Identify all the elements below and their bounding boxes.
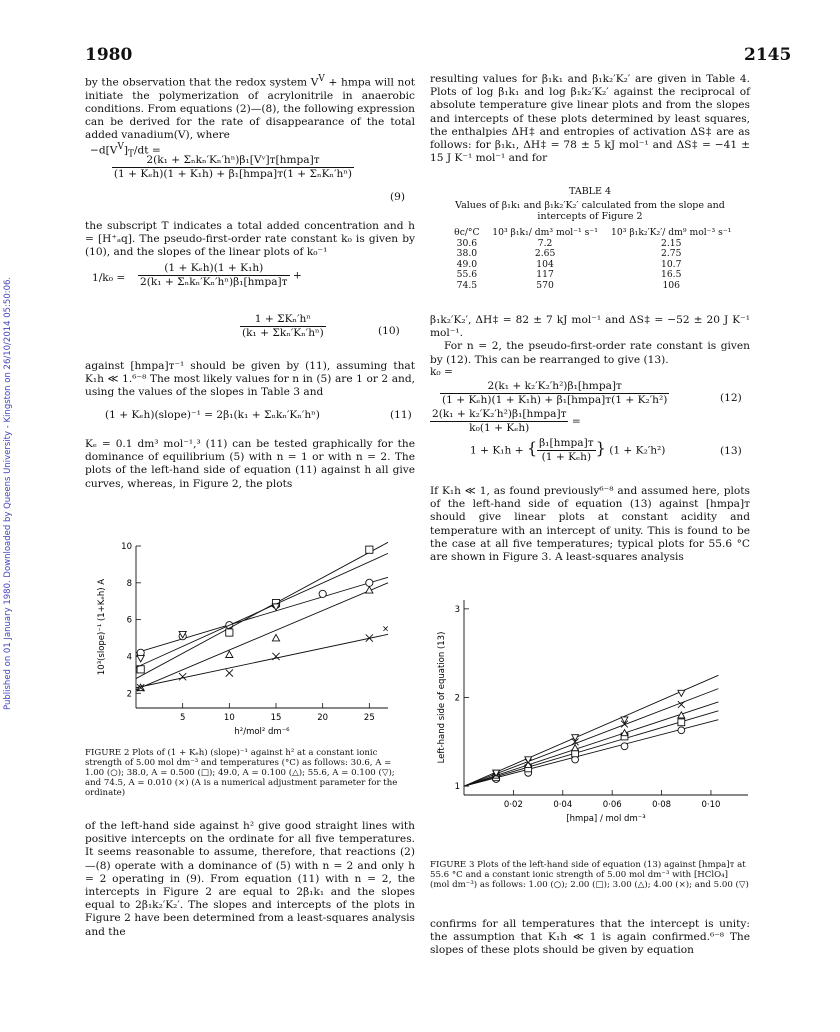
y-axis-label: 10³(slope)⁻¹ (1+Kₑh) A [97,578,107,676]
equation-11: (1 + Kₑh)(slope)⁻¹ = 2β₁(k₁ + Σₙkₙ′Kₙ′hⁿ) [105,409,320,421]
data-point [678,727,685,734]
y-tick-label: 6 [126,615,132,626]
series-circle [464,720,718,786]
paragraph: If K₁h ≪ 1, as found previously⁶⁻⁸ and assumed here, plots of the left-hand side of equation (13) against [hmpa]ᴛ should give linear plots at constant acidity and temperature with an intercept of unity. This is found to be the case at all five temperatures; typical plots for 55.6 °C are shown in Figure 3. A least-squares analysis [430,485,750,564]
x-tick-label: 15 [270,713,282,723]
left-column-p3 [85,360,415,400]
paragraph: resulting values for β₁k₁ and β₁k₂′K₂′ are given in Table 4. Plots of log β₁k₁ and log β₁k₂′K₂′ against the reciprocal of absolute temperature give linear plots and from the slopes and intercepts of these plots determined by least squares, the enthalpies ΔH‡ and entropies of activation ΔS‡ are as follows: for β₁k₁, ΔH‡ = 78 ± 5 kJ mol⁻¹ and ΔS‡ = −41 ± 15 J K⁻¹ mol⁻¹ and for [430,73,750,165]
left-column [85,73,415,143]
table-row: 55.6 117 16.5 [456,269,682,280]
table-4-caption: Values of β₁k₁ and β₁k₂′K₂′ calculated from the slope and intercepts of Figure 2 [455,200,725,222]
table-4 [448,228,738,291]
equation-number: (11) [390,409,412,421]
y-tick-label: 8 [126,578,132,589]
equation-12-lhs: k₀ = [430,366,453,378]
eq9-denominator: (1 + Kₑh)(1 + K₁h) + β₁[hmpa]ᴛ(1 + ΣₙKₙ′hⁿ) [113,168,353,180]
series-end-label: × [382,624,390,635]
left-column-p2 [85,220,415,260]
x-tick-label: 10 [223,713,235,723]
series-x [464,689,718,787]
equation-number: (9) [390,191,406,203]
fit-line [136,634,388,687]
right-column-p4 [430,485,750,564]
table-header: 10³ β₁k₁/ dm³ mol⁻¹ s⁻¹ [492,227,598,238]
table-header: θc/°C [454,227,480,238]
x-axis-label: h²/mol² dm⁻⁶ [234,727,290,737]
table-header-row [448,228,738,239]
data-point [366,579,373,586]
right-column-p5 [430,918,750,958]
equation-number: (10) [378,325,400,337]
equation-number: (12) [720,392,742,404]
x-tick-label: 20 [317,713,329,723]
data-point [226,651,233,657]
equation-9 [88,154,378,181]
paragraph: against [hmpa]ᴛ⁻¹ should be given by (11), assuming that K₁h ≪ 1.⁶⁻⁸ The most likely values for n in (5) are 1 or 2 and, using the values of the slopes in Table 3 and [85,360,415,399]
fit-line [136,577,388,652]
table-4-title: TABLE 4 [569,186,611,197]
table-row: 49.0 104 10.7 [456,258,682,270]
x-tick-label: 0·08 [652,800,672,810]
series-triangle [464,702,718,786]
data-point [319,590,326,597]
y-tick-label: 2 [454,693,460,704]
x-tick-label: 0·06 [602,800,622,810]
data-point [621,743,628,750]
figure-3-chart [430,590,760,825]
paragraph: confirms for all temperatures that the intercept is unity: the assumption that K₁h ≪ 1 is again confirmed.⁶⁻⁸ The slopes of these plots should be given by equation [430,918,750,957]
data-point [226,629,233,636]
page-number: 2145 [744,45,792,65]
data-point [179,673,186,680]
data-point [272,634,279,640]
x-axis-label: [hmpa] / mol dm⁻³ [566,814,646,824]
series-tri-down [136,553,388,667]
equation-10-lhs: 1/k₀ = [92,272,126,284]
y-tick-label: 3 [454,604,460,615]
x-tick-label: 25 [363,713,375,723]
series-square [464,711,718,786]
equation-13-rhs: 1 + K₁h + { $\frac{\text{β₁[hmpa]ᴛ}}{\text{(1 + Kₑh)}}$ } (1 + K₂′h²) [470,437,666,463]
x-tick-label: 5 [179,713,186,723]
equation-10-term1: $\frac{\text{(1 + Kₑh)(1 + K₁h)}}{\text{2(k₁ + Σₙkₙ′Kₙ′hⁿ)β₁[hmpa]ᴛ}}$ + [140,262,302,288]
data-point [137,655,144,661]
fit-line [136,553,388,667]
figure-3-caption: FIGURE 3 Plots of the left-hand side of equation (13) against [hmpa]ᴛ at 55.6 °C and a constant ionic strength of 5.00 mol dm⁻³ with [HClO₄] (mol dm⁻³) as follows: 1.00 (○); 2.00 (□); 3.00 (△); 4.00 (×); and 5.00 (▽) [430,860,749,890]
data-point [572,745,579,751]
right-column-p2 [430,314,750,367]
equation-12: $\frac{\text{2(k₁ + k₂′K₂′h²)β₁[hmpa]ᴛ}}{\text{(1 + Kₑh)(1 + K₁h) + β₁[hmpa]ᴛ(1 + K₂′h²)}}$ [442,380,668,406]
figure-2-caption: FIGURE 2 Plots of (1 + Kₑh) (slope)⁻¹ against h² at a constant ionic strength of 5.00 mol dm⁻³ and temperatures (°C) as follows: 30.6, A = 1.00 (○); 38.0, A = 0.500 (□); 49.0, A = 0.100 (△); 55.6, A = 0.100 (▽); and 74.5, A = 0.010 (×) (A is a numerical adjustment parameter for the ordinate) [85,748,398,798]
equation-10-term2: $\frac{\text{1 + ΣKₙ′hⁿ}}{\text{(k₁ + Σkₙ′Kₙ′hⁿ)}}$ [242,313,324,339]
left-column-p4 [85,438,415,491]
y-tick-label: 1 [454,782,460,793]
download-watermark: Published on 01 January 1980. Downloaded by Queens University - Kingston on 26/10/2014 05:50:06. [3,276,13,710]
journal-year: 1980 [85,45,133,65]
paragraph: the subscript T indicates a total added concentration and h = [H⁺ₐq]. The pseudo-first-order rate constant k₀ is given by (10), and the slopes of the linear plots of k₀⁻¹ [85,220,415,259]
equation-9-lhs: $-d[V^V]_T/dt$ = [90,142,161,160]
paragraph: of the left-hand side against h² give good straight lines with positive intercepts on the ordinate for all five temperatures. It seems reasonable to assume, therefore, that reactions (2)—(8) operate with a dominance of (5) with n = 2 and only h = 2 operating in (9). From equation (11) with n = 2, the intercepts in Figure 2 are equal to 2β₁k₁ and the slopes equal to 2β₁k₂′K₂′. The slopes and intercepts of the plots in Figure 2 have been determined from a least-squares analysis and the [85,820,415,938]
data-point [226,669,233,676]
y-tick-label: 4 [126,652,132,663]
fit-line [136,583,388,690]
y-tick-label: 10 [121,542,132,552]
y-tick-label: 2 [126,689,132,700]
equation-13-lhs: $\frac{\text{2(k₁ + k₂′K₂′h²)β₁[hmpa]ᴛ}}{\text{k₀(1 + Kₑh)}}$ = [432,408,581,434]
right-column [430,73,750,165]
left-column-p5 [85,820,415,939]
table-row: 74.5 570 106 [456,279,680,291]
paragraph: For n = 2, the pseudo-first-order rate constant is given by (12). This can be rearranged to give (13). [430,340,750,366]
data-point [678,719,685,726]
paragraph: by the observation that the redox system $V^V$ + hmpa will not initiate the polymerization of acrylonitrile in anaerobic conditions. From equations (2)—(8), the following expression can be derived for the rate of disappearance of the total added vanadium(V), where [85,74,415,142]
data-point [366,546,373,553]
x-tick-label: 0·04 [553,800,573,810]
paragraph: β₁k₂′K₂′, ΔH‡ = 82 ± 7 kJ mol⁻¹ and ΔS‡ = −52 ± 20 J K⁻¹ mol⁻¹. [430,314,750,340]
data-point [272,653,279,660]
x-tick-label: 0·10 [701,800,721,810]
y-axis-label: Left-hand side of equation (13) [437,631,447,764]
figure-2-chart [90,538,410,748]
table-row: 38.0 2.65 2.75 [456,248,682,259]
x-tick-label: 0·02 [503,800,523,810]
data-point [678,701,685,708]
table-header: 10³ β₁k₂′K₂′/ dm⁹ mol⁻³ s⁻¹ [611,227,732,238]
table-row: 30.6 7.2 2.15 [456,237,682,249]
eq9-numerator: 2(k₁ + Σₙkₙ′Kₙ′hⁿ)β₁[Vᵛ]ᴛ[hmpa]ᴛ [112,154,354,168]
series-circle [136,577,388,656]
data-point [678,690,685,696]
equation-number: (13) [720,445,742,457]
paragraph: Kₑ = 0.1 dm³ mol⁻¹,³ (11) can be tested graphically for the dominance of equilibrium (5) with n = 1 or with n = 2. The plots of the left-hand side of equation (11) against h all give curves, whereas, in Figure 2, the plots [85,438,415,490]
series-triangle [136,583,388,691]
